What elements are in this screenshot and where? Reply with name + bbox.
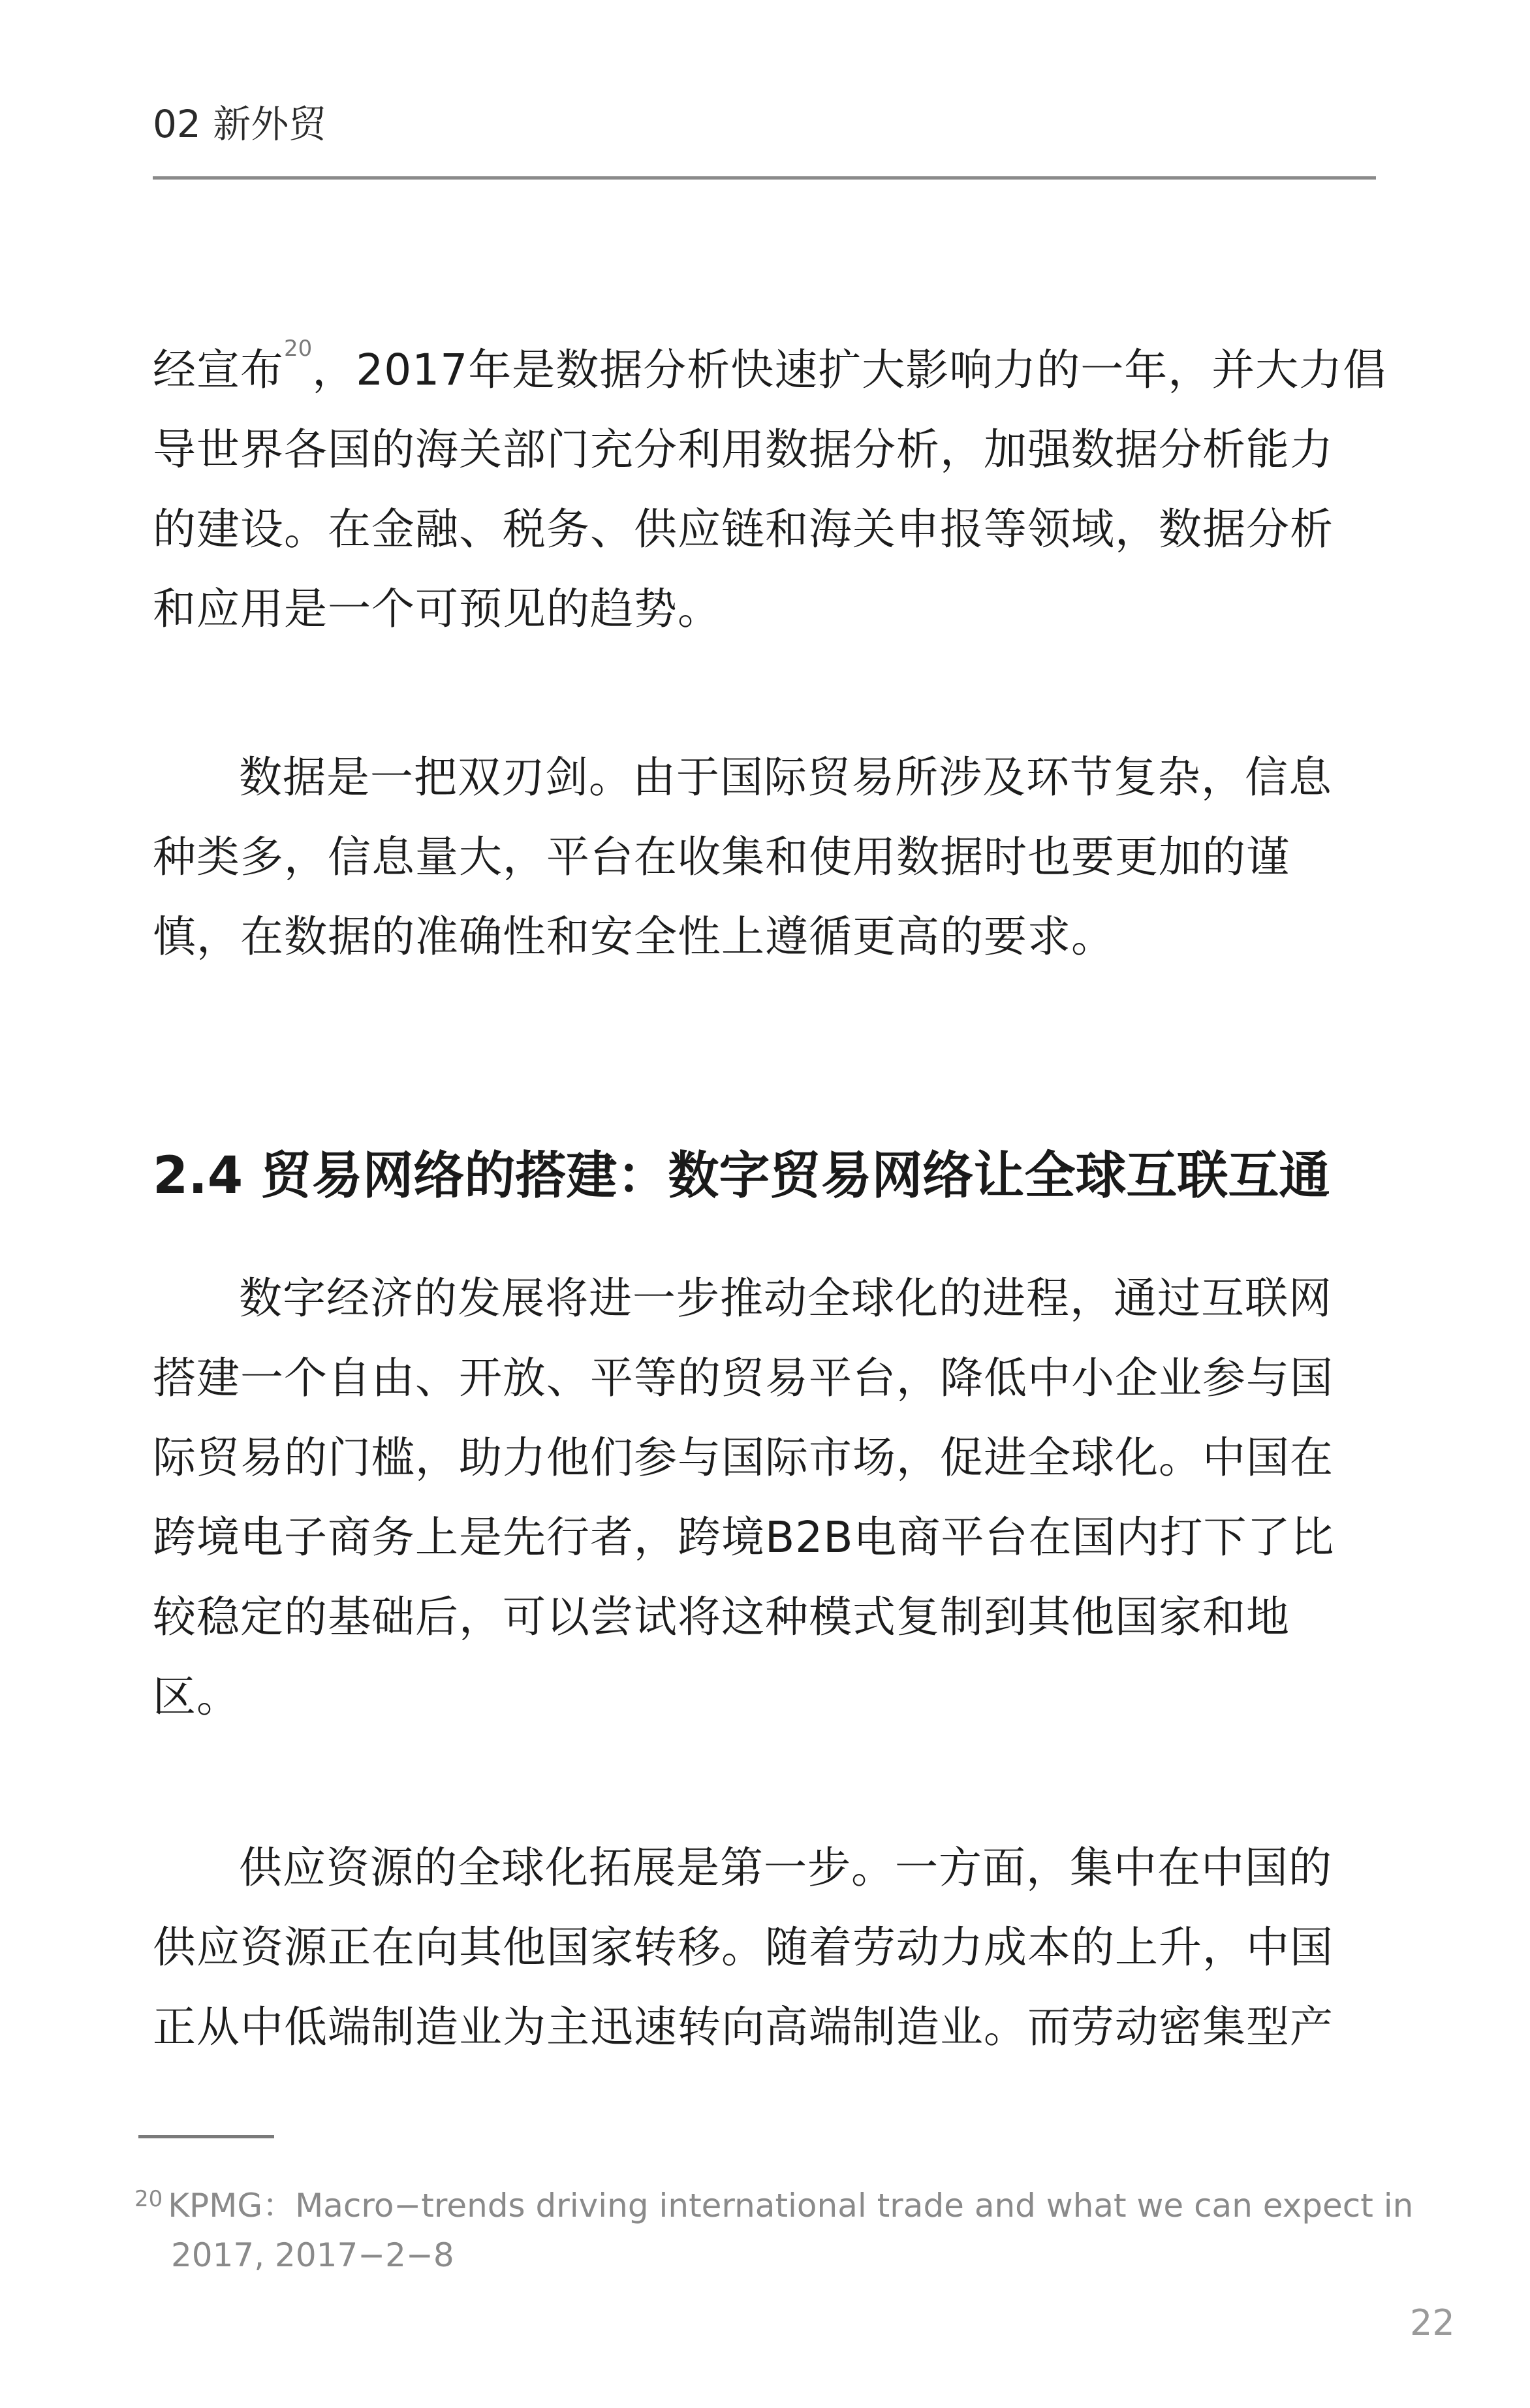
footnote-line: 2017, 2017−2−8 [171, 2236, 454, 2274]
paragraph-line: 较稳定的基础后，可以尝试将这种模式复制到其他国家和地 [153, 1592, 1290, 1642]
footnote-text: KPMG：Macro−trends driving international trade and what we can expect in [168, 2187, 1414, 2225]
footnote [134, 2174, 1414, 2280]
paragraph-line: 导世界各国的海关部门充分利用数据分析，加强数据分析能力 [153, 424, 1334, 475]
header-divider [153, 176, 1376, 180]
footnote-number: 20 [134, 2186, 163, 2212]
paragraph-line [153, 330, 1387, 410]
paragraph-line: 的建设。在金融、税务、供应链和海关申报等领域，数据分析 [153, 504, 1334, 554]
paragraph-4 [153, 1828, 1380, 2067]
paragraph-line: 供应资源正在向其他国家转移。随着劳动力成本的上升，中国 [153, 1922, 1334, 1972]
paragraph-lead: 经宣布 [153, 345, 284, 395]
footnote-ref[interactable]: 20 [284, 336, 313, 362]
paragraph-line: 数据是一把双刃剑。由于国际贸易所涉及环节复杂，信息 [239, 752, 1332, 802]
paragraph-line: 种类多，信息量大，平台在收集和使用数据时也要更加的谨 [153, 832, 1290, 882]
paragraph-line: 跨境电子商务上是先行者，跨境B2B电商平台在国内打下了比 [153, 1512, 1335, 1562]
page-number: 22 [1410, 2302, 1455, 2343]
paragraph-line-text: ，2017年是数据分析快速扩大影响力的一年，并大力倡 [312, 345, 1387, 395]
paragraph-line: 正从中低端制造业为主迅速转向高端制造业。而劳动密集型产 [153, 2002, 1334, 2052]
paragraph-1 [153, 330, 1387, 649]
paragraph-line: 数字经济的发展将进一步推动全球化的进程，通过互联网 [239, 1273, 1332, 1323]
footnote-divider [138, 2135, 274, 2138]
paragraph-line: 供应资源的全球化拓展是第一步。一方面，集中在中国的 [239, 1843, 1332, 1893]
paragraph-line: 慎，在数据的准确性和安全性上遵循更高的要求。 [153, 911, 1115, 962]
section-heading: 2.4 贸易网络的搭建：数字贸易网络让全球互联互通 [153, 1147, 1330, 1205]
paragraph-2 [153, 738, 1380, 977]
paragraph-line: 区。 [153, 1671, 240, 1722]
paragraph-line: 际贸易的门槛，助力他们参与国际市场，促进全球化。中国在 [153, 1433, 1334, 1483]
footnote-line [134, 2174, 1414, 2230]
paragraph-line: 搭建一个自由、开放、平等的贸易平台，降低中小企业参与国 [153, 1353, 1334, 1403]
paragraph-line: 和应用是一个可预见的趋势。 [153, 584, 721, 634]
paragraph-3 [153, 1259, 1380, 1737]
running-header: 02 新外贸 [153, 102, 327, 146]
